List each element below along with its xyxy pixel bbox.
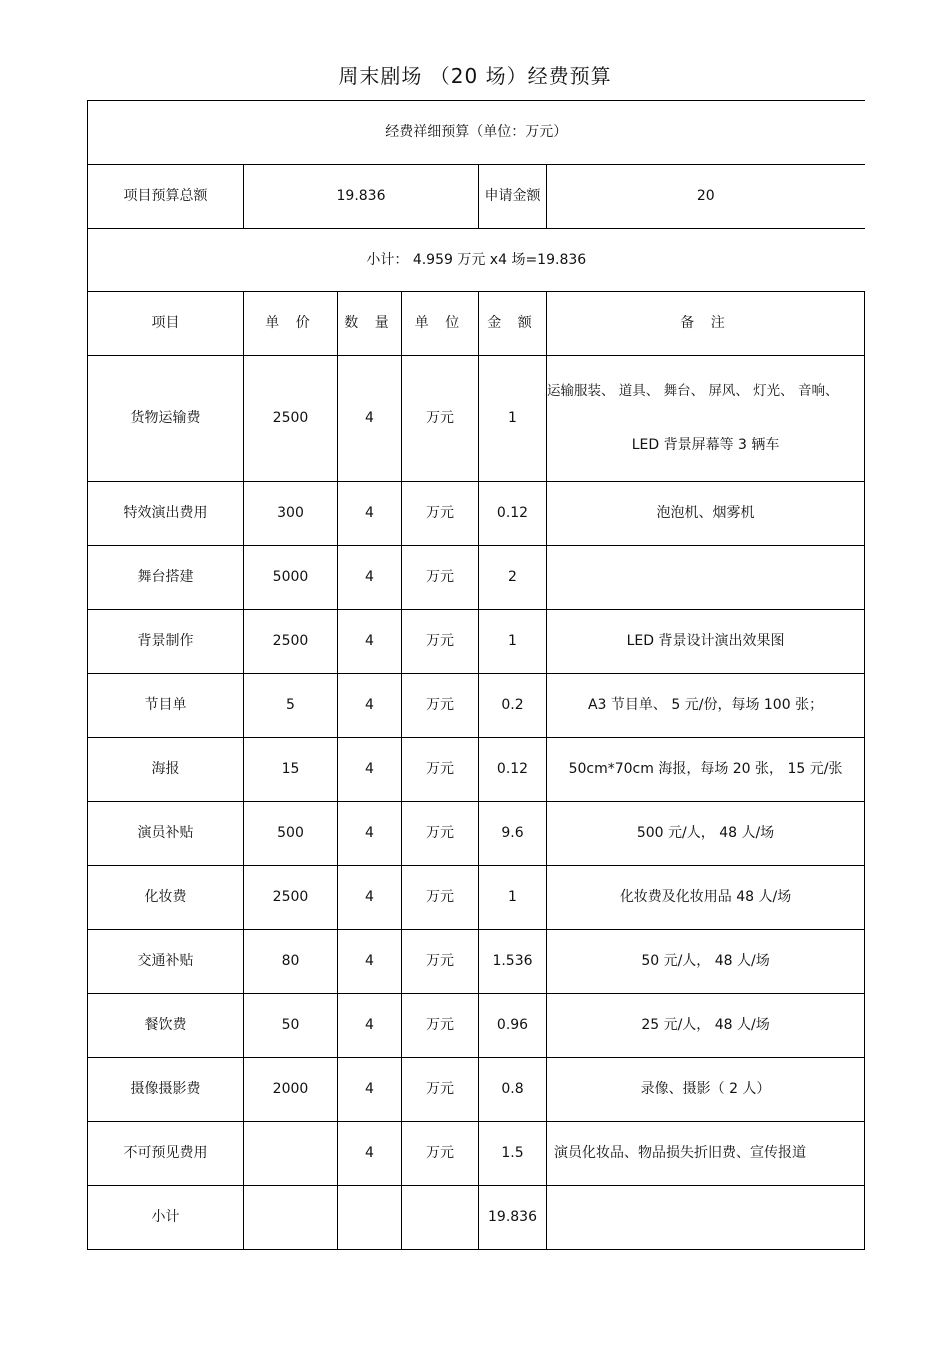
row-price: [244, 1122, 338, 1186]
row-item: 演员补贴: [88, 802, 244, 866]
col-note: 备 注: [547, 292, 865, 356]
row-amount: 9.6: [479, 802, 547, 866]
apply-value: 20: [547, 165, 865, 229]
table-row: [88, 1122, 865, 1186]
row-price: 80: [244, 930, 338, 994]
row-price: 500: [244, 802, 338, 866]
row-item: 交通补贴: [88, 930, 244, 994]
row-qty: [338, 1186, 402, 1250]
row-amount: 19.836: [479, 1186, 547, 1250]
row-unit: 万元: [402, 866, 479, 930]
table-row: [88, 994, 865, 1058]
row-unit: 万元: [402, 482, 479, 546]
row-item: 餐饮费: [88, 994, 244, 1058]
row-item: 节目单: [88, 674, 244, 738]
col-unit: 单 位: [402, 292, 479, 356]
row-note-line1: 运输服装、 道具、 舞台、 屏风、 灯光、 音响、: [547, 382, 839, 399]
row-note: 50cm*70cm 海报，每场 20 张， 15 元/张: [547, 738, 865, 802]
row-qty: 4: [338, 866, 402, 930]
row-qty: 4: [338, 674, 402, 738]
apply-label: 申请金额: [479, 165, 547, 229]
row-note: [547, 356, 865, 482]
row-note: 500 元/人， 48 人/场: [547, 802, 865, 866]
row-item: 不可预见费用: [88, 1122, 244, 1186]
row-qty: 4: [338, 1058, 402, 1122]
col-item: 项目: [88, 292, 244, 356]
row-price: 5000: [244, 546, 338, 610]
table-heading: 经费祥细预算（单位：万元）: [88, 101, 865, 165]
col-amount: 金 额: [479, 292, 547, 356]
row-qty: 4: [338, 930, 402, 994]
row-unit: [402, 1186, 479, 1250]
row-unit: 万元: [402, 356, 479, 482]
row-qty: 4: [338, 482, 402, 546]
row-note: 演员化妆品、物品损失折旧费、宣传报道: [547, 1122, 865, 1186]
row-qty: 4: [338, 356, 402, 482]
row-unit: 万元: [402, 1058, 479, 1122]
table-row: [88, 610, 865, 674]
row-qty: 4: [338, 546, 402, 610]
row-price: [244, 1186, 338, 1250]
row-amount: 0.12: [479, 482, 547, 546]
table-row: [88, 866, 865, 930]
row-unit: 万元: [402, 994, 479, 1058]
row-amount: 0.8: [479, 1058, 547, 1122]
row-note: 化妆费及化妆用品 48 人/场: [547, 866, 865, 930]
row-note: [547, 1186, 865, 1250]
table-row-subtotal: [88, 1186, 865, 1250]
row-note: LED 背景设计演出效果图: [547, 610, 865, 674]
row-qty: 4: [338, 1122, 402, 1186]
row-unit: 万元: [402, 738, 479, 802]
subtotal-row: [88, 229, 865, 292]
row-qty: 4: [338, 738, 402, 802]
row-amount: 1: [479, 610, 547, 674]
col-qty: 数 量: [338, 292, 402, 356]
row-note: A3 节目单、 5 元/份，每场 100 张；: [547, 674, 865, 738]
table-row: [88, 802, 865, 866]
row-qty: 4: [338, 994, 402, 1058]
table-row: [88, 738, 865, 802]
row-qty: 4: [338, 610, 402, 674]
total-value: 19.836: [244, 165, 479, 229]
row-amount: 1: [479, 356, 547, 482]
budget-table: [87, 100, 865, 1250]
table-row: [88, 356, 865, 482]
table-row: [88, 482, 865, 546]
row-item: 小计: [88, 1186, 244, 1250]
row-amount: 1: [479, 866, 547, 930]
row-unit: 万元: [402, 930, 479, 994]
row-price: 2500: [244, 356, 338, 482]
column-header-row: [88, 292, 865, 356]
row-note: 录像、摄影（ 2 人）: [547, 1058, 865, 1122]
row-note: 25 元/人， 48 人/场: [547, 994, 865, 1058]
row-item: 舞台搭建: [88, 546, 244, 610]
row-unit: 万元: [402, 610, 479, 674]
row-item: 背景制作: [88, 610, 244, 674]
row-price: 300: [244, 482, 338, 546]
row-price: 5: [244, 674, 338, 738]
row-amount: 1.5: [479, 1122, 547, 1186]
table-row: [88, 930, 865, 994]
row-item: 海报: [88, 738, 244, 802]
col-price: 单 价: [244, 292, 338, 356]
row-price: 2500: [244, 610, 338, 674]
row-note: [547, 546, 865, 610]
row-item: 货物运输费: [88, 356, 244, 482]
row-amount: 2: [479, 546, 547, 610]
row-note: 50 元/人， 48 人/场: [547, 930, 865, 994]
row-note-line2: LED 背景屏幕等 3 辆车: [631, 437, 780, 454]
row-qty: 4: [338, 802, 402, 866]
row-unit: 万元: [402, 674, 479, 738]
table-row: [88, 546, 865, 610]
row-amount: 0.96: [479, 994, 547, 1058]
total-label: 项目预算总额: [88, 165, 244, 229]
row-amount: 0.12: [479, 738, 547, 802]
table-heading-row: [88, 101, 865, 165]
page-title: 周末剧场 （20 场）经费预算: [338, 64, 612, 88]
row-unit: 万元: [402, 546, 479, 610]
total-row: [88, 165, 865, 229]
subtotal-line: 小计： 4.959 万元 x4 场=19.836: [88, 229, 865, 292]
table-row: [88, 1058, 865, 1122]
row-unit: 万元: [402, 1122, 479, 1186]
row-item: 摄像摄影费: [88, 1058, 244, 1122]
row-item: 特效演出费用: [88, 482, 244, 546]
row-price: 50: [244, 994, 338, 1058]
row-item: 化妆费: [88, 866, 244, 930]
row-note: 泡泡机、烟雾机: [547, 482, 865, 546]
row-amount: 1.536: [479, 930, 547, 994]
row-price: 15: [244, 738, 338, 802]
row-price: 2000: [244, 1058, 338, 1122]
row-amount: 0.2: [479, 674, 547, 738]
row-price: 2500: [244, 866, 338, 930]
table-row: [88, 674, 865, 738]
row-unit: 万元: [402, 802, 479, 866]
